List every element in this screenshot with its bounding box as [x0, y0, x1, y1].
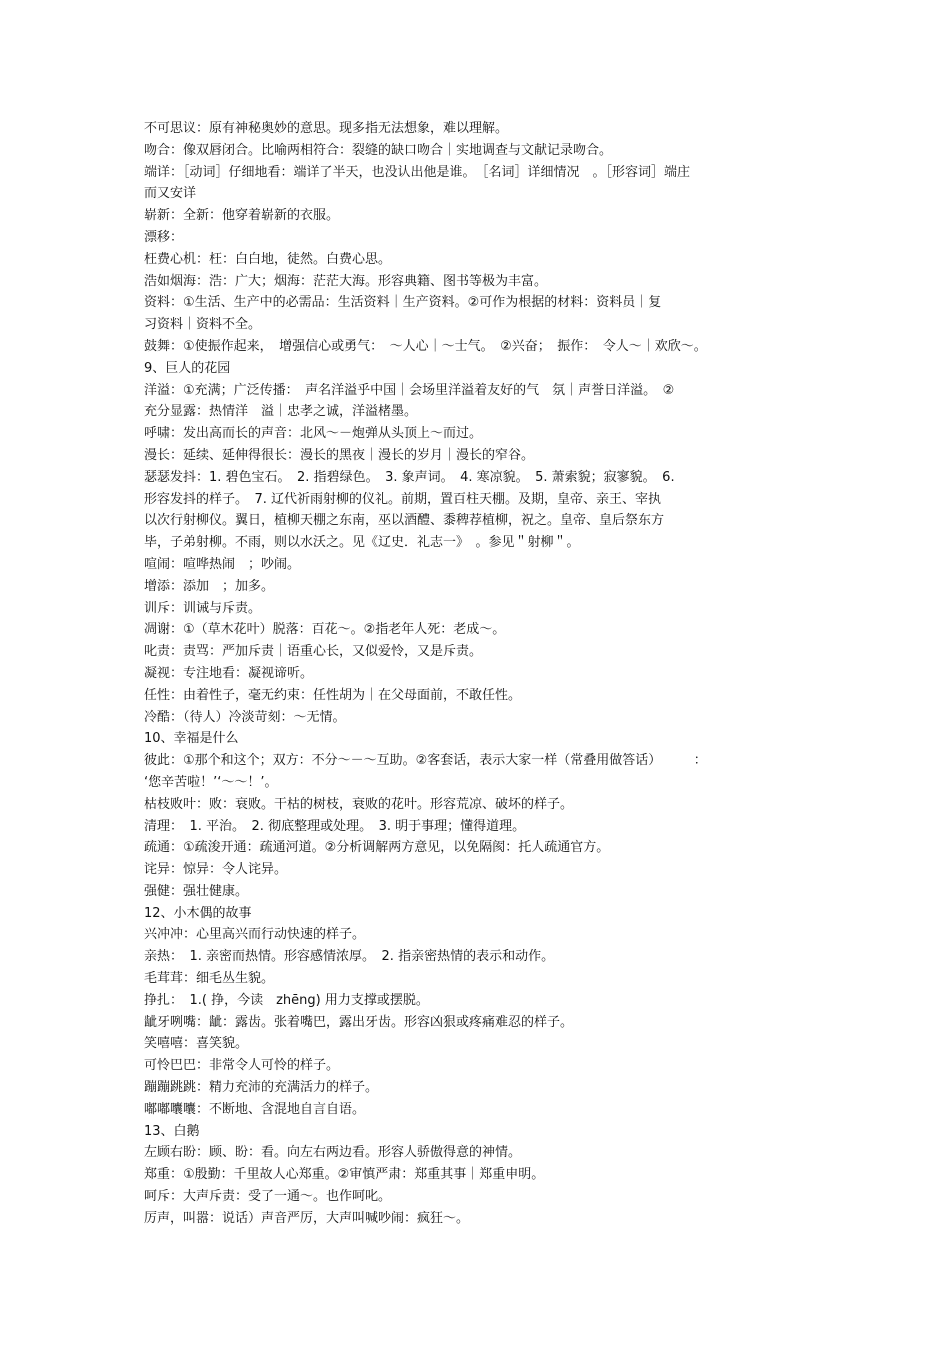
text-line: 凋谢：①（草木花叶）脱落：百花～。②指老年人死：老成～。: [144, 622, 506, 638]
text-line: 龇牙咧嘴：龇：露齿。张着嘴巴，露出牙齿。形容凶狠或疼痛难忍的样子。: [144, 1014, 574, 1030]
text-line: 不可思议：原有神秘奥妙的意思。现多指无法想象，难以理解。: [144, 121, 509, 136]
text-line: 清理： 1. 平治。 2. 彻底整理或处理。 3. 明于事理；懂得道理。: [144, 818, 526, 834]
text-line: 呵斥：大声斥责：受了一通～。也作呵叱。: [144, 1189, 392, 1205]
text-line: 兴冲冲：心里高兴而行动快速的样子。: [144, 927, 366, 943]
text-line: 郑重：①殷勤：千里故人心郑重。②审慎严肃：郑重其事｜郑重申明。: [144, 1167, 545, 1183]
text-line: 挣扎： 1.( 挣，今读 zhēng) 用力支撑或摆脱。: [144, 992, 429, 1008]
text-line: 任性：由着性子，毫无约束：任性胡为｜在父母面前，不敢任性。: [144, 687, 522, 703]
text-line: 枉费心机：枉：白白地，徒然。白费心思。: [144, 251, 392, 267]
text-line: ‘您辛苦啦！’‘～～！’。: [144, 774, 278, 790]
text-line: 冷酷：（待人）冷淡苛刻：～无情。: [144, 709, 346, 725]
text-line: 可怜巴巴：非常令人可怜的样子。: [144, 1058, 340, 1074]
text-line: 10、幸福是什么: [144, 731, 239, 747]
text-line: 亲热： 1. 亲密而热情。形容感情浓厚。 2. 指亲密热情的表示和动作。: [144, 949, 555, 965]
text-line: 漂移：: [144, 229, 184, 245]
text-line: 彼此：①那个和这个；双方：不分～－～互助。②客套话，表示大家一样（常叠用做答话） ：: [144, 753, 707, 769]
text-line: 13、白鹅: [144, 1123, 200, 1139]
text-line: 凝视：专注地看：凝视谛听。: [144, 665, 314, 681]
text-line: 崭新：全新：他穿着崭新的衣服。: [144, 208, 340, 224]
text-line: 毕，子弟射柳。不雨，则以水沃之。见《辽史．礼志一》 。参见＂射柳＂。: [144, 535, 580, 551]
text-line: 左顾右盼：顾、盼：看。向左右两边看。形容人骄傲得意的神情。: [144, 1145, 522, 1161]
text-line: 鼓舞：①使振作起来， 增强信心或勇气： ～人心｜～士气。 ②兴奋； 振作： 令人～｜欢欣～。: [144, 338, 707, 354]
text-line: 资料：①生活、生产中的必需品：生活资料｜生产资料。②可作为根据的材料：资料员｜复: [144, 295, 662, 311]
text-line: 叱责：责骂：严加斥责｜语重心长，又似爱怜，又是斥责。: [144, 644, 483, 660]
text-line: 强健：强壮健康。: [144, 883, 249, 899]
text-line: 毛茸茸：细毛丛生貌。: [144, 971, 275, 987]
text-line: 增添：添加 ；加多。: [144, 578, 275, 594]
text-line: 枯枝败叶：败：衰败。干枯的树枝，衰败的花叶。形容荒凉、破坏的样子。: [144, 796, 574, 812]
text-line: 端详：［动词］仔细地看：端详了半天，也没认出他是谁。 ［名词］详细情况 。［形容词］端庄: [144, 164, 691, 180]
text-line: 浩如烟海：浩：广大；烟海：茫茫大海。形容典籍、图书等极为丰富。: [144, 273, 548, 289]
text-line: 蹦蹦跳跳：精力充沛的充满活力的样子。: [144, 1080, 379, 1096]
text-line: 9、巨人的花园: [144, 360, 231, 376]
text-line: 笑嘻嘻：喜笑貌。: [144, 1036, 249, 1052]
text-line: 漫长：延续、延伸得很长：漫长的黑夜｜漫长的岁月｜漫长的窄谷。: [144, 447, 535, 463]
text-line: 吻合：像双唇闭合。比喻两相符合：裂缝的缺口吻合｜实地调查与文献记录吻合。: [144, 142, 613, 158]
text-line: 诧异：惊异：令人诧异。: [144, 862, 288, 878]
text-line: 习资料｜资料不全。: [144, 317, 262, 333]
text-line: 喧闹：喧哗热闹 ；吵闹。: [144, 556, 301, 572]
text-line: 嘟嘟囔囔：不断地、含混地自言自语。: [144, 1101, 366, 1117]
text-line: 疏通：①疏浚开通：疏通河道。②分析调解两方意见，以免隔阂：托人疏通官方。: [144, 840, 610, 856]
text-line: 12、小木偶的故事: [144, 905, 252, 921]
text-line: 洋溢：①充满；广泛传播： 声名洋溢乎中国｜会场里洋溢着友好的气 氛｜声誉日洋溢。 ②: [144, 382, 675, 398]
text-line: 瑟瑟发抖：1. 碧色宝石。 2. 指碧绿色。 3. 象声词。 4. 寒凉貌。 5. 萧索貌；寂寥貌。 6.: [144, 469, 675, 485]
text-line: 训斥：训诫与斥责。: [144, 600, 262, 616]
text-line: 充分显露：热情洋 溢｜忠孝之诚，洋溢楮墨。: [144, 404, 418, 420]
text-line: 形容发抖的样子。 7. 辽代祈雨射柳的仪礼。前期，置百柱天棚。及期，皇帝、亲王、宰执: [144, 491, 662, 507]
text-line: 呼啸：发出高而长的声音：北风～－炮弹从头顶上～而过。: [144, 426, 483, 442]
document-body: [144, 118, 816, 1230]
text-line: 以次行射柳仪。翼日，植柳天棚之东南，巫以酒醴、黍稗荐植柳，祝之。皇帝、皇后祭东方: [144, 513, 665, 529]
text-line: 厉声，叫嚣：说话）声音严厉，大声叫喊吵闹：疯狂～。: [144, 1210, 470, 1226]
text-line: 而又安详: [144, 186, 197, 202]
